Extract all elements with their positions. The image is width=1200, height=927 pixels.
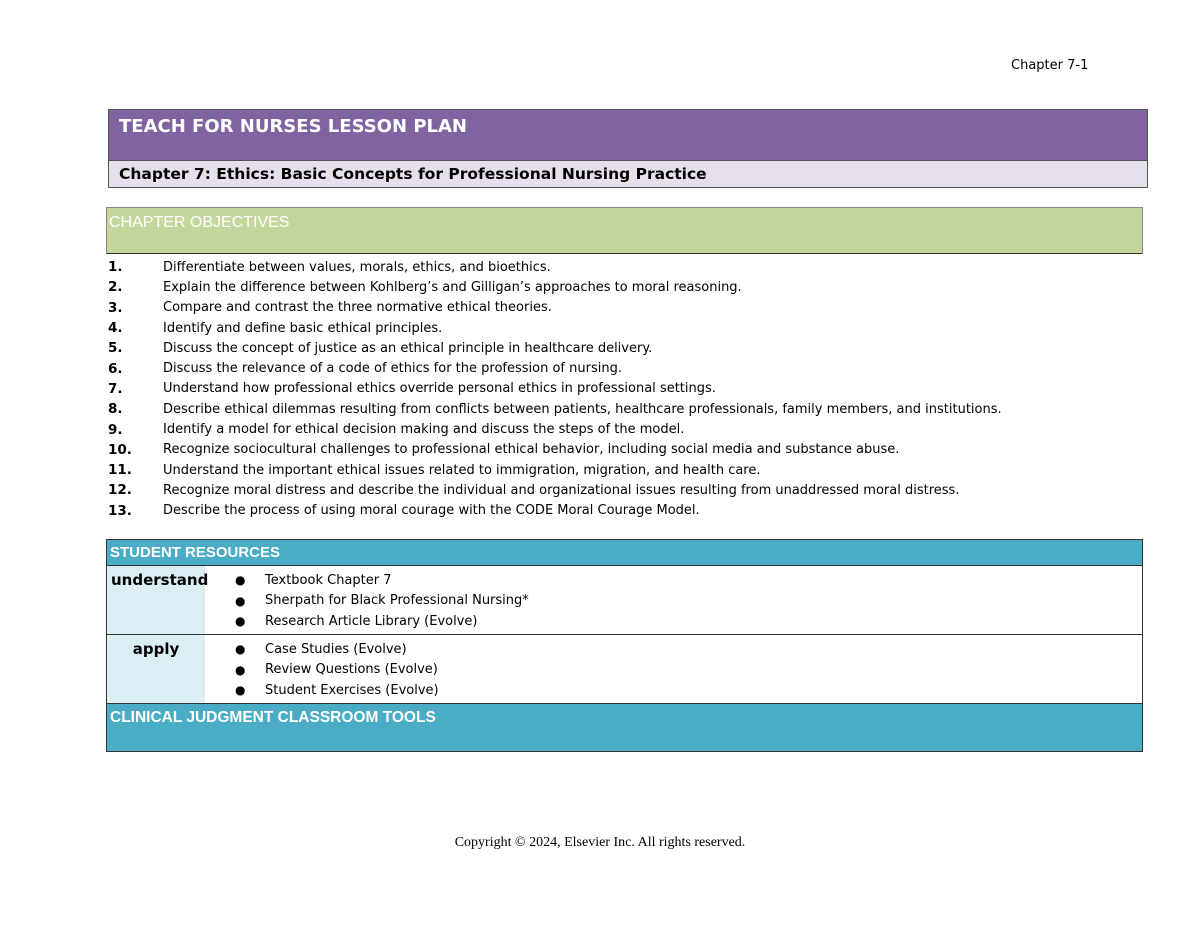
bullet-icon: ● bbox=[235, 614, 246, 629]
resource-text: Textbook Chapter 7 bbox=[265, 572, 392, 588]
objective-number: 9. bbox=[108, 421, 123, 438]
objective-text: Describe ethical dilemmas resulting from conflicts between patients, healthcare professionals, family members, and institutions. bbox=[163, 401, 1002, 417]
objective-text: Discuss the relevance of a code of ethics for the profession of nursing. bbox=[163, 361, 622, 377]
resource-text: Case Studies (Evolve) bbox=[265, 641, 407, 657]
bullet-icon: ● bbox=[235, 683, 246, 698]
page-number: Chapter 7-1 bbox=[1011, 58, 1089, 73]
list-item bbox=[235, 611, 1142, 632]
list-item bbox=[108, 277, 1148, 297]
student-resources-table bbox=[106, 539, 1143, 752]
objective-number: 7. bbox=[108, 380, 123, 397]
resources-row-apply bbox=[107, 635, 1142, 704]
objective-number: 13. bbox=[108, 502, 132, 519]
list-item bbox=[108, 419, 1148, 439]
objective-text: Understand the important ethical issues related to immigration, migration, and health care. bbox=[163, 462, 761, 478]
objective-text: Identify and define basic ethical principles. bbox=[163, 320, 443, 336]
resource-text: Student Exercises (Evolve) bbox=[265, 682, 439, 698]
bullet-icon: ● bbox=[235, 593, 246, 608]
clinical-judgment-tools-heading: CLINICAL JUDGMENT CLASSROOM TOOLS bbox=[107, 704, 1142, 751]
list-item bbox=[108, 298, 1148, 318]
resource-text: Research Article Library (Evolve) bbox=[265, 613, 478, 629]
objective-number: 12. bbox=[108, 482, 132, 499]
resource-text: Review Questions (Evolve) bbox=[265, 662, 438, 678]
objective-number: 8. bbox=[108, 401, 123, 418]
objective-text: Differentiate between values, morals, ethics, and bioethics. bbox=[163, 259, 551, 275]
objective-text: Discuss the concept of justice as an ethical principle in healthcare delivery. bbox=[163, 340, 653, 356]
apply-label: apply bbox=[107, 635, 205, 703]
understand-label: understand bbox=[107, 566, 205, 634]
objective-text: Recognize moral distress and describe the individual and organizational issues resulting from unaddressed moral distress. bbox=[163, 482, 960, 498]
bullet-icon: ● bbox=[235, 573, 246, 588]
chapter-objectives-heading: CHAPTER OBJECTIVES bbox=[106, 207, 1143, 254]
list-item bbox=[235, 591, 1142, 612]
apply-resources-list bbox=[205, 635, 1142, 703]
objective-number: 11. bbox=[108, 462, 132, 479]
objective-number: 1. bbox=[108, 259, 123, 276]
list-item bbox=[108, 460, 1148, 480]
objective-number: 6. bbox=[108, 360, 123, 377]
list-item bbox=[108, 480, 1148, 500]
objective-text: Describe the process of using moral courage with the CODE Moral Courage Model. bbox=[163, 503, 700, 519]
list-item bbox=[235, 570, 1142, 591]
list-item bbox=[108, 358, 1148, 378]
list-item bbox=[108, 338, 1148, 358]
objective-number: 10. bbox=[108, 441, 132, 458]
list-item bbox=[108, 399, 1148, 419]
list-item bbox=[108, 501, 1148, 521]
lesson-plan-header bbox=[108, 109, 1148, 188]
objectives-list bbox=[108, 257, 1148, 521]
objective-number: 3. bbox=[108, 299, 123, 316]
objective-text: Compare and contrast the three normative ethical theories. bbox=[163, 300, 552, 316]
list-item bbox=[235, 680, 1142, 701]
objective-text: Explain the difference between Kohlberg’s and Gilligan’s approaches to moral reasoning. bbox=[163, 279, 742, 295]
list-item bbox=[235, 639, 1142, 660]
objective-number: 2. bbox=[108, 279, 123, 296]
list-item bbox=[108, 379, 1148, 399]
student-resources-heading: STUDENT RESOURCES bbox=[107, 540, 1142, 566]
objective-text: Recognize sociocultural challenges to professional ethical behavior, including social media and substance abuse. bbox=[163, 442, 900, 458]
objective-text: Identify a model for ethical decision making and discuss the steps of the model. bbox=[163, 422, 685, 438]
list-item bbox=[235, 660, 1142, 681]
understand-resources-list bbox=[205, 566, 1142, 634]
objective-text: Understand how professional ethics override personal ethics in professional settings. bbox=[163, 381, 716, 397]
bullet-icon: ● bbox=[235, 642, 246, 657]
resources-row-understand bbox=[107, 566, 1142, 635]
chapter-title: Chapter 7: Ethics: Basic Concepts for Professional Nursing Practice bbox=[109, 161, 1147, 187]
bullet-icon: ● bbox=[235, 662, 246, 677]
copyright-footer: Copyright © 2024, Elsevier Inc. All rights reserved. bbox=[454, 835, 746, 850]
resource-text: Sherpath for Black Professional Nursing* bbox=[265, 593, 529, 609]
objective-number: 4. bbox=[108, 320, 123, 337]
lesson-plan-title: TEACH FOR NURSES LESSON PLAN bbox=[109, 110, 1147, 161]
list-item bbox=[108, 257, 1148, 277]
list-item bbox=[108, 318, 1148, 338]
list-item bbox=[108, 440, 1148, 460]
objective-number: 5. bbox=[108, 340, 123, 357]
